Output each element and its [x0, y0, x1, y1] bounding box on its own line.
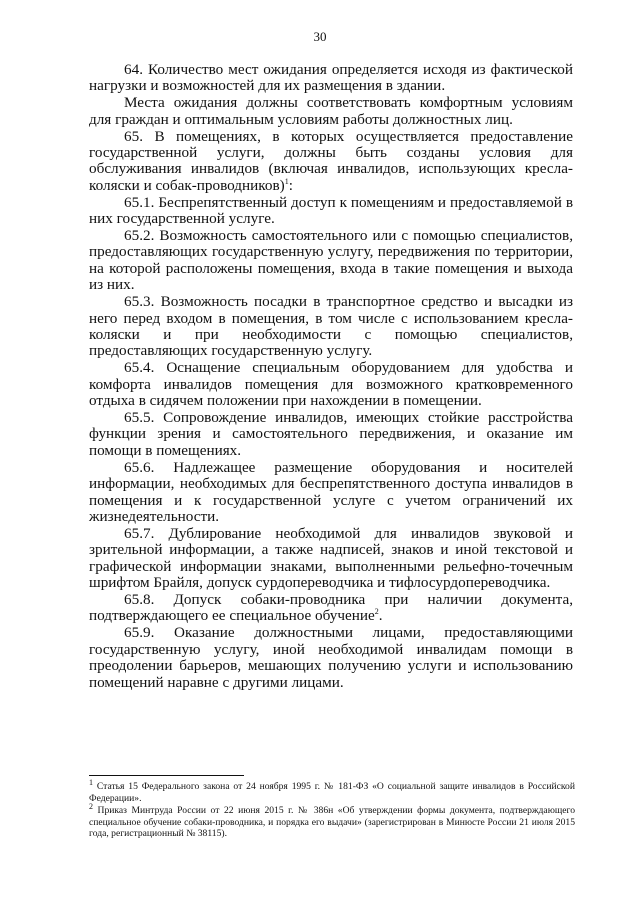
paragraph-text: 65.2. Возможность самостоятельного или с помощью специалистов, предоставляющих государственную услугу, передвижения по территории, на которой расположены помещения, входа в такие помещения и выхода из них.: [89, 227, 573, 294]
paragraph-65-3: [89, 294, 573, 360]
footnote-text: Приказ Минтруда России от 22 июня 2015 г. № 386н «Об утверждении формы документа, подтверждающего специальное обучение собаки-проводника, и порядка его выдачи» (зарегистрирован в Минюсте России 21 июля 2015 года, регистрационный № 38115).: [89, 805, 575, 840]
footnote-1: [89, 777, 575, 804]
paragraph-65-2: [89, 228, 573, 294]
paragraph-text: 65.5. Сопровождение инвалидов, имеющих стойкие расстройства функции зрения и самостоятельного передвижения, и оказание им помощи в помещениях.: [89, 409, 573, 459]
footnote-text: Статья 15 Федерального закона от 24 ноября 1995 г. № 181-ФЗ «О социальной защите инвалидов в Российской Федерации».: [89, 781, 575, 804]
paragraph-65-8: [89, 592, 573, 625]
paragraph-text: 65.3. Возможность посадки в транспортное средство и высадки из него перед входом в помещения, в том числе с использованием кресла-коляски и при необходимости с помощью специалистов, предоставляющих государственную услугу.: [89, 293, 573, 360]
paragraph-65-4: [89, 360, 573, 409]
paragraph-65-1: [89, 195, 573, 228]
paragraph-text: 65.8. Допуск собаки-проводника при наличии документа, подтверждающего ее специальное обучение: [89, 591, 573, 625]
footnote-ref-2[interactable]: 2: [374, 607, 379, 617]
document-body: [89, 62, 573, 691]
paragraph-text: 65.7. Дублирование необходимой для инвалидов звуковой и зрительной информации, а также надписей, знаков и иной текстовой и графической информации знаками, выполненными рельефно-точечным шрифтом Брайля, допуск сурдопереводчика и тифлосурдопереводчика.: [89, 524, 573, 592]
footnote-2: [89, 802, 575, 840]
paragraph-tail: :: [288, 176, 293, 194]
paragraph-65: [89, 129, 573, 195]
paragraph-tail: .: [378, 607, 383, 625]
paragraph-64-waiting-places: [89, 95, 573, 128]
paragraph-text: 65.4. Оснащение специальным оборудованием для удобства и комфорта инвалидов помещения для возможного кратковременного отдыха в сидячем положении при нахождении в помещении.: [89, 359, 573, 410]
paragraph-65-7: [89, 526, 573, 592]
paragraph-65-5: [89, 410, 573, 459]
paragraph-text: 65.1. Беспрепятственный доступ к помещениям и предоставляемой в них государственной услуге.: [89, 193, 573, 228]
footnote-separator: [89, 775, 244, 776]
footnote-number: 1: [89, 777, 93, 787]
paragraph-65-6: [89, 460, 573, 526]
paragraph-text: 65. В помещениях, в которых осуществляется предоставление государственной услуги, должны быть созданы условия для обслуживания инвалидов (включая инвалидов, использующих кресла-коляски и собак-проводников): [89, 127, 573, 194]
footnote-number: 2: [89, 802, 93, 811]
footnote-ref-1[interactable]: 1: [284, 176, 289, 186]
paragraph-text: 64. Количество мест ожидания определяется исходя из фактической нагрузки и возможностей для их размещения в здании.: [89, 61, 573, 95]
paragraph-text: 65.9. Оказание должностными лицами, предоставляющими государственную услугу, иной необходимой инвалидам помощи в преодолении барьеров, мешающих получению услуги и использованию помещений наравне с другими лицами.: [89, 624, 573, 691]
paragraph-65-9: [89, 625, 573, 691]
paragraph-64: [89, 62, 573, 95]
footnotes: [89, 777, 575, 841]
paragraph-text: Места ожидания должны соответствовать комфортным условиям для граждан и оптимальным условиям работы должностных лиц.: [89, 94, 573, 128]
paragraph-text: 65.6. Надлежащее размещение оборудования и носителей информации, необходимых для беспрепятственного доступа инвалидов в помещения и к государственной услуге с учетом ограничений их жизнедеятельности.: [89, 458, 573, 525]
page-number: 30: [313, 29, 327, 44]
